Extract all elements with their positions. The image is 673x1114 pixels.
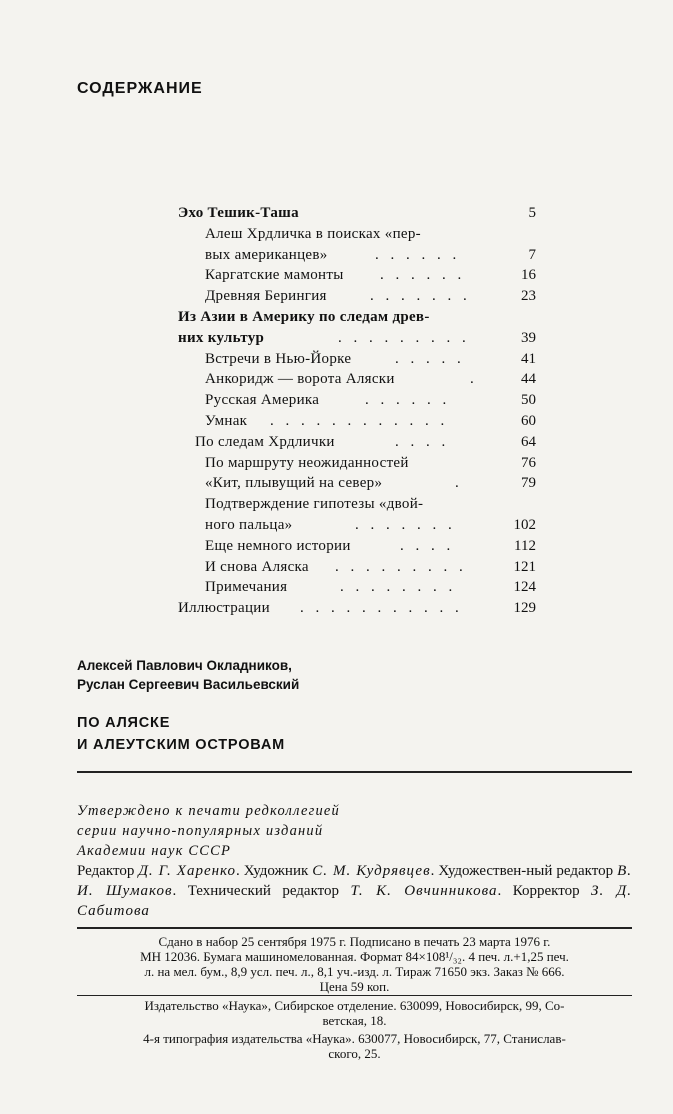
toc-entry xyxy=(0,453,673,473)
toc-leader-dots: . . . . . . . xyxy=(355,517,456,533)
book-title xyxy=(77,712,285,756)
toc-entry-page: 102 xyxy=(513,517,536,533)
editors-credits xyxy=(77,861,632,921)
editor-label: Редактор xyxy=(77,863,139,879)
toc-leader-dots: . . . . xyxy=(400,537,455,554)
toc-entry-title: Еще немного истории xyxy=(205,537,351,554)
editor-name: Д. Г. Харенко xyxy=(138,863,236,879)
toc-entry xyxy=(0,557,673,577)
author-2: Руслан Сергеевич Васильевский xyxy=(77,677,300,692)
divider xyxy=(77,995,632,996)
toc-entry xyxy=(0,598,673,618)
toc-entry-title: них культур xyxy=(178,329,265,346)
toc-entry-title: Алеш Хрдличка в поисках «пер- xyxy=(205,225,421,242)
toc-leader-dots: . . . . . . . . . . . . xyxy=(270,413,449,429)
toc-entry-title: Иллюстрации xyxy=(178,600,270,617)
toc-entry-title: вых американцев» xyxy=(205,246,328,263)
printer-line: ского, 25. xyxy=(328,1046,381,1061)
toc-entry xyxy=(0,536,673,556)
print-imprint xyxy=(77,934,632,994)
toc-entry xyxy=(0,328,673,348)
toc-entry-title: ного пальца» xyxy=(205,517,293,533)
toc-entry xyxy=(0,494,673,514)
toc-entry-page: 5 xyxy=(528,205,536,221)
toc-entry xyxy=(0,577,673,597)
imprint-line: Цена 59 коп. xyxy=(319,979,390,994)
publisher-info xyxy=(77,998,632,1028)
imprint-line: Сдано в набор 25 сентября 1975 г. Подписано в печать 23 марта 1976 г. xyxy=(158,934,551,949)
toc-entry xyxy=(0,515,673,535)
toc-leader-dots: . . . . . . xyxy=(380,267,466,284)
toc-entry-title: И снова Аляска xyxy=(205,558,309,575)
imprint-line: л. на мел. бум., 8,9 усл. печ. л., 8,1 уч.-изд. л. Тираж 71650 экз. Заказ № 666. xyxy=(144,964,565,979)
approval-note xyxy=(77,801,340,861)
toc-leader-dots: . . . . . . xyxy=(375,246,461,263)
corrector-name: З. Д. Сабитова xyxy=(77,883,632,919)
toc-leader-dots: . . . . . . . . . . . xyxy=(300,600,463,617)
toc-entry-title: Из Азии в Америку по следам древ- xyxy=(178,309,430,325)
printer-info xyxy=(77,1031,632,1061)
toc-entry-page: 7 xyxy=(528,246,536,263)
authors xyxy=(77,656,299,694)
toc-entry-page: 16 xyxy=(521,267,536,284)
toc-entry xyxy=(0,245,673,265)
toc-entry-page: 50 xyxy=(521,392,536,409)
page-title: СОДЕРЖАНИЕ xyxy=(77,80,203,97)
toc-entry-title: Встречи в Нью-Йорке xyxy=(205,350,352,367)
divider xyxy=(77,927,632,929)
tech-editor-label: . Технический редактор xyxy=(172,883,351,899)
toc-entry xyxy=(0,286,673,306)
art-editor-name: В. И. Шумаков xyxy=(77,863,632,899)
artist-name: С. М. Кудрявцев xyxy=(312,863,431,879)
book-title-line-1: ПО АЛЯСКЕ xyxy=(77,715,171,731)
toc-entry-page: 79 xyxy=(521,475,536,492)
toc-entry xyxy=(0,473,673,493)
toc-leader-dots: . . . . xyxy=(395,433,450,450)
toc-entry-title: Примечания xyxy=(205,579,288,596)
toc-entry-title: Русская Америка xyxy=(205,392,320,409)
toc-leader-dots: . . . . . . . . . xyxy=(338,329,470,346)
toc-entry-title: Анкоридж — ворота Аляски xyxy=(205,371,395,388)
toc-entry xyxy=(0,432,673,452)
toc-entry-page: 121 xyxy=(513,558,536,575)
toc-entry xyxy=(0,203,673,223)
toc-entry-page: 76 xyxy=(521,454,536,471)
toc-entry xyxy=(0,411,673,431)
toc-entry-page: 39 xyxy=(521,329,536,346)
author-1: Алексей Павлович Окладников, xyxy=(77,658,292,673)
toc-entry xyxy=(0,369,673,389)
toc-leader-dots: . xyxy=(470,371,478,388)
toc-entry-page: 129 xyxy=(513,600,536,617)
toc-entry-title: По маршруту неожиданностей xyxy=(205,454,409,471)
toc-leader-dots: . . . . . . . xyxy=(370,288,471,305)
approval-line-3: Академии наук СССР xyxy=(77,843,232,859)
toc-entry-page: 60 xyxy=(521,413,536,429)
toc-entry-page: 124 xyxy=(513,579,536,596)
toc-leader-dots: . . . . . . xyxy=(365,392,451,409)
toc-entry-page: 112 xyxy=(514,537,536,554)
toc-entry xyxy=(0,224,673,244)
toc-entry-title: Древняя Берингия xyxy=(205,288,327,305)
toc-entry-page: 64 xyxy=(521,433,536,450)
toc-entry-title: Каргатские мамонты xyxy=(205,267,344,284)
toc-entry-page: 41 xyxy=(521,350,536,367)
toc-entry-title: Эхо Тешик-Таша xyxy=(178,205,299,221)
toc-entry-title: По следам Хрдлички xyxy=(195,433,335,450)
artist-label: . Художник xyxy=(235,863,313,879)
toc-entry-page: 44 xyxy=(521,371,536,388)
toc-entry-title: Подтверждение гипотезы «двой- xyxy=(205,496,424,513)
approval-line-1: Утверждено к печати редколлегией xyxy=(77,803,340,819)
publisher-line: Издательство «Наука», Сибирское отделение. 630099, Новосибирск, 99, Со- xyxy=(144,998,565,1013)
printer-line: 4-я типография издательства «Наука». 630077, Новосибирск, 77, Станислав- xyxy=(143,1031,566,1046)
publisher-line: ветская, 18. xyxy=(322,1013,387,1028)
toc-leader-dots: . . . . . . . . . xyxy=(335,558,467,575)
toc-leader-dots: . . . . . . . . xyxy=(340,579,457,596)
toc-entry xyxy=(0,390,673,410)
toc-leader-dots: . . . . . xyxy=(395,350,465,367)
book-title-line-2: И АЛЕУТСКИМ ОСТРОВАМ xyxy=(77,737,285,753)
approval-line-2: серии научно-популярных изданий xyxy=(77,823,324,839)
toc-entry-page: 23 xyxy=(521,288,536,305)
divider xyxy=(77,771,632,773)
toc-leader-dots: . xyxy=(455,475,463,492)
imprint-line: МН 12036. Бумага машиномелованная. Формат 84×108¹/₃₂. 4 печ. л.+1,25 печ. xyxy=(140,949,569,964)
toc-entry-title: «Кит, плывущий на север» xyxy=(205,475,383,492)
toc-entry xyxy=(0,265,673,285)
tech-editor-name: Т. К. Овчинникова xyxy=(350,883,498,899)
toc-entry xyxy=(0,307,673,327)
toc-entry xyxy=(0,349,673,369)
toc-entry-title: Умнак xyxy=(205,413,248,429)
corrector-label: . Корректор xyxy=(497,883,592,899)
art-editor-label: . Художествен-ный редактор xyxy=(430,863,618,879)
